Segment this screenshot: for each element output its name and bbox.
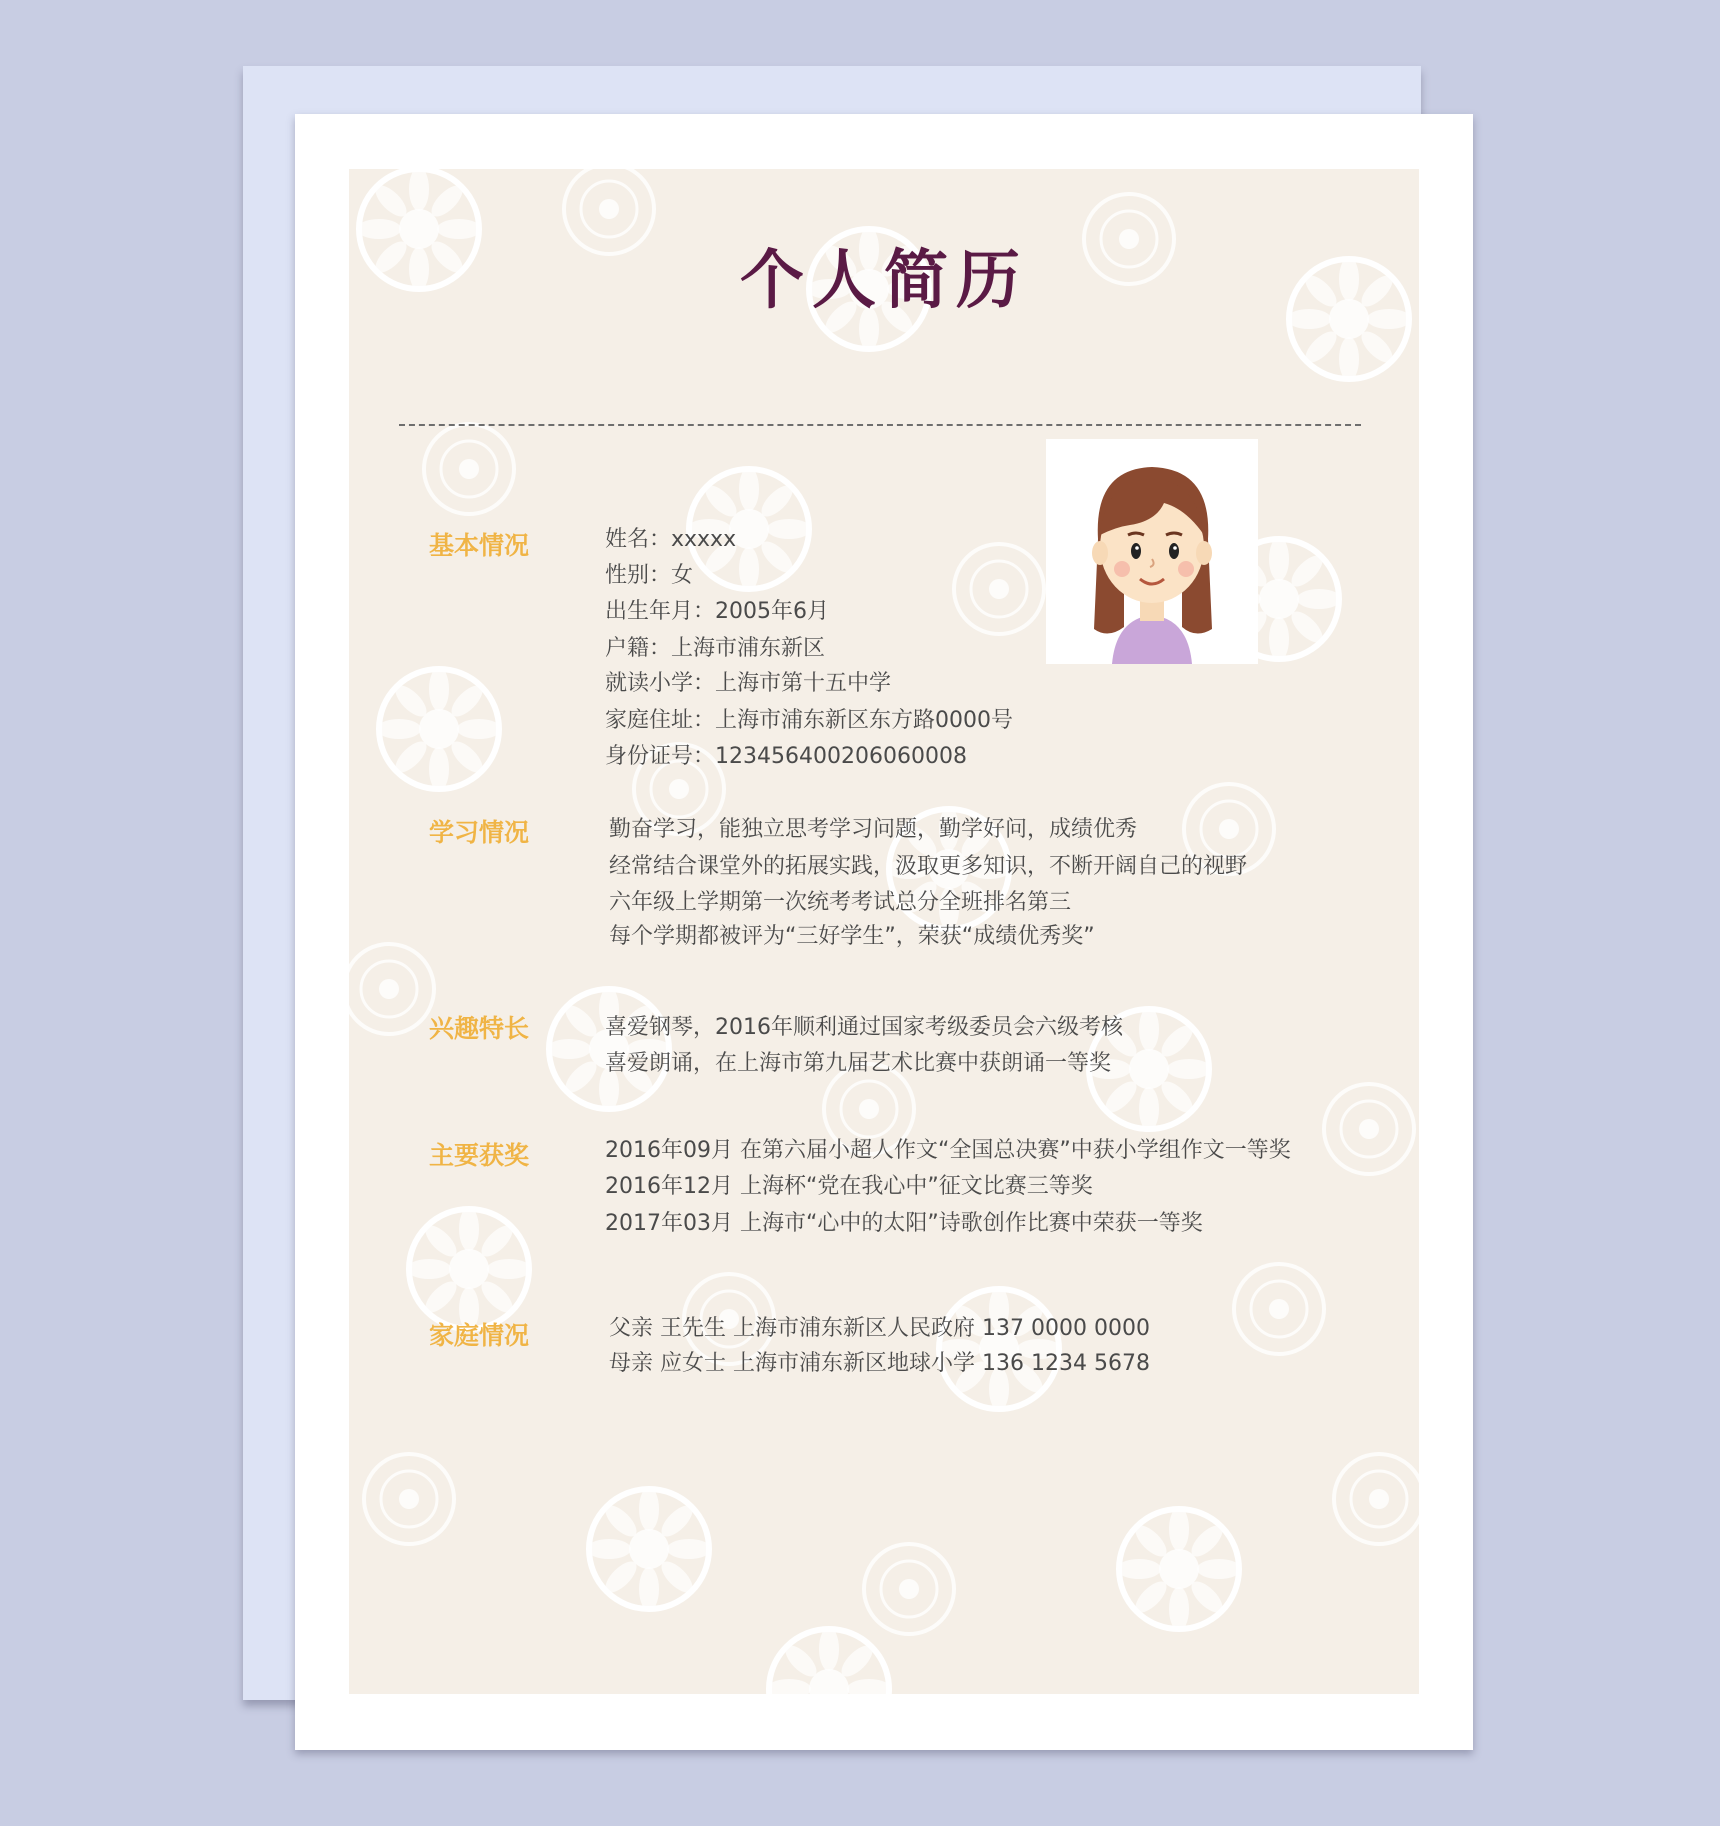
section-heading-study: 学习情况 xyxy=(429,818,530,847)
family-line-mother: 母亲 应女士 上海市浦东新区地球小学 136 1234 5678 xyxy=(609,1351,1150,1376)
award-line-2: 2016年12月 上海杯“党在我心中”征文比赛三等奖 xyxy=(605,1174,1093,1199)
basic-line-address: 家庭住址：上海市浦东新区东方路0000号 xyxy=(605,708,1013,733)
section-heading-family: 家庭情况 xyxy=(429,1321,530,1350)
study-line-1: 勤奋学习，能独立思考学习问题，勤学好问，成绩优秀 xyxy=(609,817,1138,842)
study-line-2: 经常结合课堂外的拓展实践，汲取更多知识，不断开阔自己的视野 xyxy=(609,854,1248,879)
award-line-1: 2016年09月 在第六届小超人作文“全国总决赛”中获小学组作文一等奖 xyxy=(605,1138,1291,1163)
resume-page xyxy=(295,114,1473,1750)
basic-line-birth: 出生年月：2005年6月 xyxy=(605,599,829,624)
girl-cartoon-avatar-icon xyxy=(1046,439,1258,664)
hobby-line-2: 喜爱朗诵，在上海市第九届艺术比赛中获朗诵一等奖 xyxy=(605,1051,1112,1076)
basic-line-gender: 性别：女 xyxy=(605,563,694,588)
section-heading-basic: 基本情况 xyxy=(429,531,530,560)
section-heading-awards: 主要获奖 xyxy=(429,1141,530,1170)
award-line-3: 2017年03月 上海市“心中的太阳”诗歌创作比赛中荣获一等奖 xyxy=(605,1211,1203,1236)
hobby-line-1: 喜爱钢琴，2016年顺利通过国家考级委员会六级考核 xyxy=(605,1015,1123,1040)
basic-line-id: 身份证号：123456400206060008 xyxy=(605,744,967,769)
family-line-father: 父亲 王先生 上海市浦东新区人民政府 137 0000 0000 xyxy=(609,1316,1150,1341)
basic-line-name: 姓名：xxxxx xyxy=(605,527,737,552)
title-divider xyxy=(399,424,1361,426)
resume-title: 个人简历 xyxy=(740,244,1028,318)
floral-pattern-background xyxy=(349,169,1419,1694)
section-heading-hobby: 兴趣特长 xyxy=(429,1014,530,1043)
basic-line-school: 就读小学：上海市第十五中学 xyxy=(605,671,892,696)
study-line-4: 每个学期都被评为“三好学生”，荣获“成绩优秀奖” xyxy=(609,924,1095,949)
basic-line-hukou: 户籍：上海市浦东新区 xyxy=(605,636,826,661)
study-line-3: 六年级上学期第一次统考考试总分全班排名第三 xyxy=(609,890,1072,915)
avatar xyxy=(1046,439,1258,664)
